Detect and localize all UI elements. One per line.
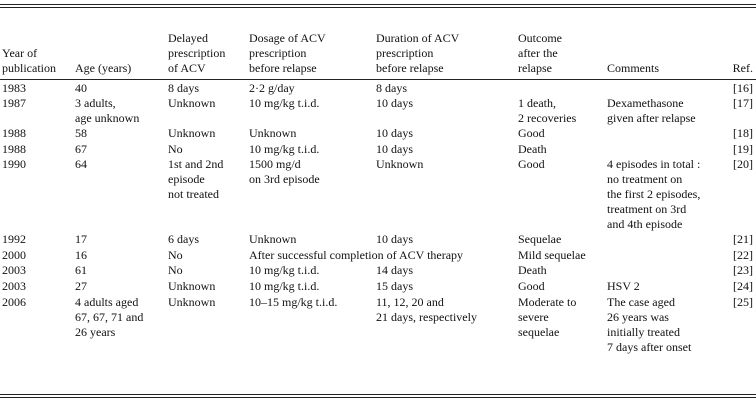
header-ref: Ref.: [732, 61, 753, 75]
header-rule: [0, 79, 756, 80]
cell-duration: 10 days: [376, 232, 413, 246]
cell-outcome: Moderate to severe sequelae: [518, 295, 577, 339]
cell-age: 64: [75, 157, 87, 171]
top-rule-1: [0, 4, 756, 5]
cell-age: 4 adults aged 67, 67, 71 and 26 years: [75, 295, 144, 339]
cell-ref: [16]: [733, 81, 753, 95]
cell-duration: 11, 12, 20 and 21 days, respectively: [376, 295, 477, 324]
cell-year: 1988: [2, 126, 26, 140]
cell-ref: [25]: [733, 295, 753, 309]
cell-outcome: Sequelae: [518, 232, 562, 246]
cell-dosage: 10 mg/kg t.i.d.: [249, 96, 320, 110]
cell-ref: [19]: [733, 142, 753, 156]
cell-comments: Dexamethasone given after relapse: [607, 96, 696, 125]
cell-delayed: No: [168, 248, 183, 262]
cell-comments: The case aged 26 years was initially treated 7 days after onset: [607, 295, 692, 354]
cell-age: 16: [75, 248, 87, 262]
cell-ref: [17]: [733, 96, 753, 110]
cell-dosage: 10 mg/kg t.i.d.: [249, 263, 320, 277]
cell-outcome: Mild sequelae: [518, 248, 586, 262]
cell-delayed: Unknown: [168, 295, 216, 309]
cell-year: 1992: [2, 232, 26, 246]
cell-duration: Unknown: [376, 157, 424, 171]
cell-year: 2006: [2, 295, 26, 309]
cell-delayed: 1st and 2nd episode not treated: [168, 157, 224, 201]
cell-delayed: No: [168, 263, 183, 277]
cell-dosage: After successful completion of ACV therapy: [249, 248, 464, 262]
cell-year: 1983: [2, 81, 26, 95]
cell-outcome: Death: [518, 263, 547, 277]
cell-outcome: Good: [518, 157, 545, 171]
cell-outcome: 1 death, 2 recoveries: [518, 96, 577, 125]
cell-outcome: Good: [518, 279, 545, 293]
cell-age: 61: [75, 263, 87, 277]
cell-year: 2003: [2, 263, 26, 277]
cell-year: 1988: [2, 142, 26, 156]
cell-dosage: Unknown: [249, 126, 297, 140]
cell-dosage: 1500 mg/d on 3rd episode: [249, 157, 320, 186]
cell-dosage: 10 mg/kg t.i.d.: [249, 279, 320, 293]
cell-duration: 15 days: [376, 279, 413, 293]
cell-duration: 14 days: [376, 263, 413, 277]
cell-delayed: 8 days: [168, 81, 199, 95]
cell-age: 67: [75, 142, 87, 156]
header-comments: Comments: [607, 61, 660, 75]
cell-dosage: Unknown: [249, 232, 297, 246]
cell-year: 1990: [2, 157, 26, 171]
cell-ref: [24]: [733, 279, 753, 293]
cell-age: 3 adults, age unknown: [75, 96, 140, 125]
cell-duration: 10 days: [376, 96, 413, 110]
top-rule-2: [0, 7, 756, 8]
cell-comments: HSV 2: [607, 279, 640, 293]
bottom-rule-2: [0, 397, 756, 398]
cell-delayed: Unknown: [168, 279, 216, 293]
cell-delayed: Unknown: [168, 96, 216, 110]
cell-delayed: Unknown: [168, 126, 216, 140]
cell-ref: [20]: [733, 157, 753, 171]
cell-delayed: No: [168, 142, 183, 156]
cell-age: 17: [75, 232, 87, 246]
cell-age: 58: [75, 126, 87, 140]
cell-year: 1987: [2, 96, 26, 110]
cell-delayed: 6 days: [168, 232, 199, 246]
cell-dosage: 10 mg/kg t.i.d.: [249, 142, 320, 156]
cell-ref: [22]: [733, 248, 753, 262]
bottom-rule-1: [0, 394, 756, 395]
header-delayed: Delayed prescription of ACV: [168, 31, 226, 75]
cell-dosage: 2·2 g/day: [249, 81, 295, 95]
header-dosage: Dosage of ACV prescription before relapse: [249, 31, 326, 75]
cell-year: 2003: [2, 279, 26, 293]
cell-outcome: Death: [518, 142, 547, 156]
cell-ref: [18]: [733, 126, 753, 140]
cell-dosage: 10–15 mg/kg t.i.d.: [249, 295, 338, 309]
cell-age: 40: [75, 81, 87, 95]
cell-outcome: Good: [518, 126, 545, 140]
cell-duration: 8 days: [376, 81, 407, 95]
cell-duration: 10 days: [376, 126, 413, 140]
cell-duration: 10 days: [376, 142, 413, 156]
header-duration: Duration of ACV prescription before relapse: [376, 31, 460, 75]
header-year: Year of publication: [2, 46, 56, 75]
cell-age: 27: [75, 279, 87, 293]
cell-ref: [21]: [733, 232, 753, 246]
header-outcome: Outcome after the relapse: [518, 31, 562, 75]
cell-comments: 4 episodes in total : no treatment on the first 2 episodes, treatment on 3rd and 4th episode: [607, 157, 701, 231]
cell-ref: [23]: [733, 263, 753, 277]
header-age: Age (years): [75, 61, 132, 75]
cell-year: 2000: [2, 248, 26, 262]
